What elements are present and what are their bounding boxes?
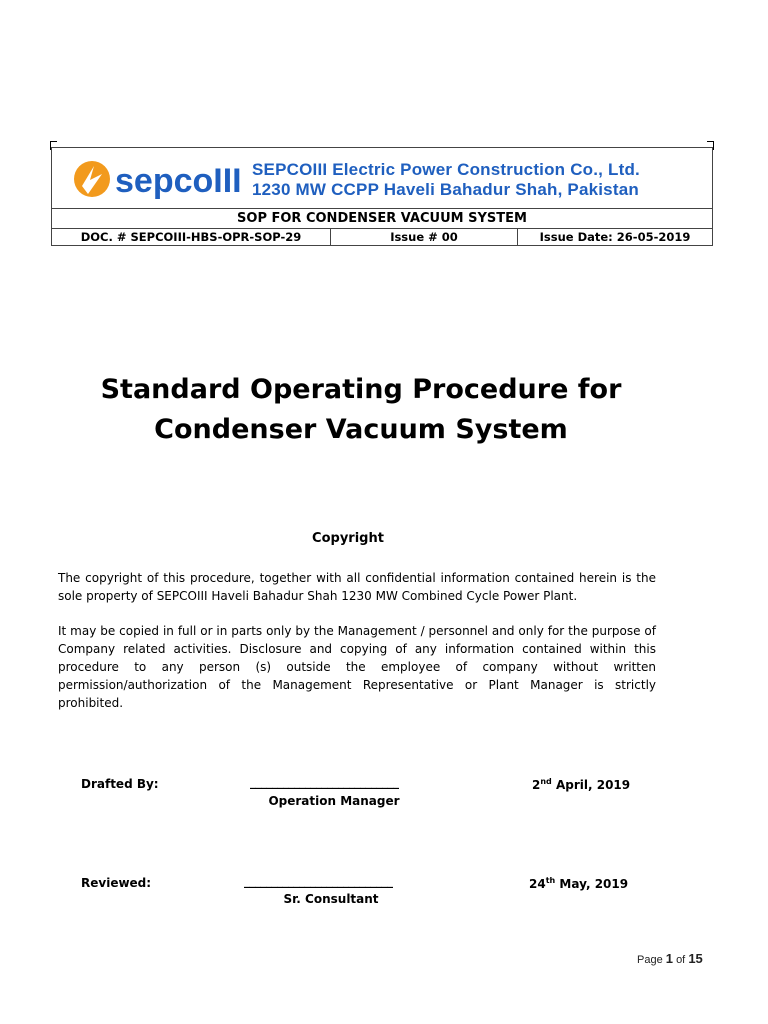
reviewed-role: Sr. Consultant: [283, 892, 379, 906]
reviewed-date: [529, 876, 628, 891]
sepcoiii-logo: [70, 156, 270, 202]
reviewed-signature-line: ___________________________: [244, 874, 393, 888]
reviewed-date-rest: May, 2019: [555, 877, 629, 891]
company-line-2: 1230 MW CCPP Haveli Bahadur Shah, Pakistan: [252, 180, 639, 199]
issue-number: Issue # 00: [331, 228, 518, 246]
title-line-1: Standard Operating Procedure for: [100, 374, 622, 405]
copyright-heading: Copyright: [312, 531, 384, 546]
page-number: [637, 951, 703, 966]
page-title: [0, 370, 722, 450]
header-logo-row: [52, 148, 712, 208]
page-of: of: [676, 954, 686, 966]
copyright-paragraph-1: The copyright of this procedure, together with all confidential information contained herein is the sole property of SEPCOIII Haveli Bahadur Shah 1230 MW Combined Cycle Power Plant.: [58, 571, 656, 603]
page-current: 1: [665, 951, 673, 966]
copyright-paragraph-2: It may be copied in full or in parts only by the Management / personnel and only for the purpose of Company related activities. Disclosure and copying of any information contained within this procedure to any person (s) outside the employee of company without written permission/authorization of the Management Representative or Plant Manager is strictly prohibited.: [58, 624, 656, 710]
drafted-date-rest: April, 2019: [551, 778, 631, 792]
drafted-role: Operation Manager: [268, 794, 400, 808]
reviewed-date-day: 24: [529, 877, 546, 891]
drafted-date-suffix: nd: [540, 777, 552, 786]
reviewed-date-suffix: th: [545, 876, 556, 885]
title-line-2: Condenser Vacuum System: [154, 414, 568, 445]
company-name: [252, 160, 640, 200]
logo-wordmark: sepcoIII: [115, 162, 242, 200]
sop-title: SOP FOR CONDENSER VACUUM SYSTEM: [52, 208, 712, 229]
issue-date: Issue Date: 26-05-2019: [539, 230, 691, 244]
drafted-by-label: Drafted By:: [81, 777, 159, 791]
company-line-1: SEPCOIII Electric Power Construction Co., Ltd.: [252, 160, 640, 179]
doc-info-row: [52, 228, 712, 246]
drafted-date-day: 2: [532, 778, 541, 792]
doc-number: DOC. # SEPCOIII-HBS-OPR-SOP-29: [52, 228, 331, 246]
drafted-signature-line: ___________________________: [250, 775, 399, 789]
reviewed-label: Reviewed:: [81, 876, 152, 890]
document-header: [51, 147, 713, 246]
drafted-date: [532, 777, 630, 792]
page-total: 15: [688, 951, 703, 966]
page-word: Page: [637, 954, 663, 966]
